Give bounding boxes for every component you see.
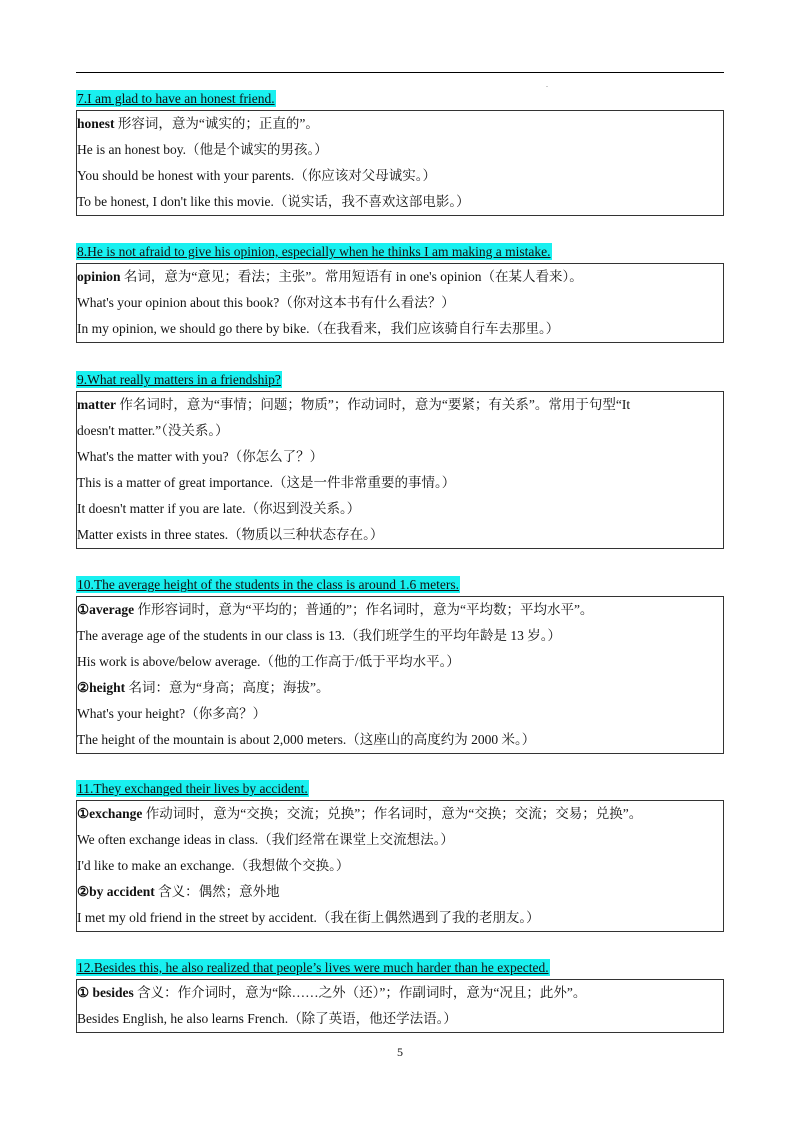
example-row: [77, 905, 723, 931]
example-row: [77, 496, 723, 522]
row-text: 作动词时，意为“交换；交流；兑换”；作名词时，意为“交换；交流；交易；兑换”。: [142, 806, 643, 821]
example-row: [77, 623, 723, 649]
row-text: This is a matter of great importance.（这是一件非常重要的事情。）: [77, 475, 456, 490]
explanation-row: [77, 879, 723, 905]
example-row: [77, 853, 723, 879]
example-row: [77, 649, 723, 675]
keyword: honest: [77, 116, 115, 131]
row-text: Matter exists in three states.（物质以三种状态存在。）: [77, 527, 384, 542]
dot-mark: .: [546, 80, 548, 89]
row-text: He is an honest boy.（他是个诚实的男孩。）: [77, 142, 328, 157]
keyword: ①average: [77, 602, 135, 617]
row-text: 名词：意为“身高；高度；海拔”。: [125, 680, 330, 695]
example-row: [77, 163, 723, 189]
section-9: [76, 371, 724, 549]
explanation-row: [77, 264, 723, 290]
row-text: doesn't matter.”（没关系。）: [77, 423, 229, 438]
section-7: [76, 90, 724, 216]
row-text: I met my old friend in the street by accident.（我在街上偶然遇到了我的老朋友。）: [77, 910, 540, 925]
top-rule: [76, 72, 724, 73]
page-number: 5: [397, 1045, 403, 1059]
row-text: What's the matter with you?（你怎么了？）: [77, 449, 324, 464]
explanation-row: [77, 801, 723, 827]
row-text: The average age of the students in our class is 13.（我们班学生的平均年龄是 13 岁。）: [77, 628, 562, 643]
row-text: 作形容词时，意为“平均的；普通的”；作名词时，意为“平均数；平均水平”。: [134, 602, 594, 617]
row-text: 含义：偶然；意外地: [154, 884, 280, 899]
keyword: ②by accident: [77, 884, 155, 899]
row-text: What's your opinion about this book?（你对这本书有什么看法？）: [77, 295, 455, 310]
row-text: In my opinion, we should go there by bike.（在我看来，我们应该骑自行车去那里。）: [77, 321, 560, 336]
row-text: 含义：作介词时，意为“除……之外（还）”；作副词时，意为“况且；此外”。: [133, 985, 587, 1000]
explanation-box: [76, 391, 724, 549]
keyword: matter: [77, 397, 116, 412]
row-text: 名词，意为“意见；看法；主张”。常用短语有 in one's opinion（在某人看来）。: [120, 269, 583, 284]
section-heading: 12.Besides this, he also realized that people’s lives were much harder than he expected.: [77, 960, 549, 975]
row-text: I'd like to make an exchange.（我想做个交换。）: [77, 858, 350, 873]
row-text: 作名词时，意为“事情；问题；物质”；作动词时，意为“要紧；有关系”。常用于句型“It: [115, 397, 631, 412]
row-text: 形容词，意为“诚实的；正直的”。: [114, 116, 319, 131]
keyword: opinion: [77, 269, 121, 284]
section-heading: 7.I am glad to have an honest friend.: [77, 91, 275, 106]
keyword: ① besides: [77, 985, 134, 1000]
example-row: [77, 137, 723, 163]
row-text: To be honest, I don't like this movie.（说实话，我不喜欢这部电影。）: [77, 194, 470, 209]
row-text: It doesn't matter if you are late.（你迟到没关系。）: [77, 501, 361, 516]
row-text: Besides English, he also learns French.（除了英语，他还学法语。）: [77, 1011, 457, 1026]
row-text: The height of the mountain is about 2,000 meters.（这座山的高度约为 2000 米。）: [77, 732, 536, 747]
example-row: [77, 727, 723, 753]
explanation-box: [76, 800, 724, 932]
explanation-row: [77, 597, 723, 623]
section-12: [76, 959, 724, 1033]
section-10: [76, 576, 724, 754]
example-row: [77, 701, 723, 727]
explanation-row: [77, 980, 723, 1006]
explanation-row-continued: [77, 418, 723, 444]
row-text: You should be honest with your parents.（你应该对父母诚实。）: [77, 168, 436, 183]
section-heading: 11.They exchanged their lives by accident.: [77, 781, 308, 796]
keyword: ①exchange: [77, 806, 143, 821]
row-text: What's your height?（你多高？）: [77, 706, 267, 721]
section-heading: 8.He is not afraid to give his opinion, especially when he thinks I am making a mistake.: [77, 244, 551, 259]
row-text: His work is above/below average.（他的工作高于/低于平均水平。）: [77, 654, 460, 669]
explanation-box: [76, 979, 724, 1033]
section-11: [76, 780, 724, 932]
example-row: [77, 444, 723, 470]
example-row: [77, 522, 723, 548]
explanation-row: [77, 111, 723, 137]
example-row: [77, 1006, 723, 1032]
section-8: [76, 243, 724, 343]
example-row: [77, 189, 723, 215]
section-heading: 9.What really matters in a friendship?: [77, 372, 281, 387]
row-text: We often exchange ideas in class.（我们经常在课堂上交流想法。）: [77, 832, 454, 847]
explanation-box: [76, 596, 724, 754]
example-row: [77, 316, 723, 342]
keyword: ②height: [77, 680, 126, 695]
explanation-row: [77, 392, 723, 418]
example-row: [77, 470, 723, 496]
section-heading: 10.The average height of the students in the class is around 1.6 meters.: [77, 577, 460, 592]
explanation-box: [76, 263, 724, 343]
example-row: [77, 290, 723, 316]
explanation-row: [77, 675, 723, 701]
explanation-box: [76, 110, 724, 216]
example-row: [77, 827, 723, 853]
